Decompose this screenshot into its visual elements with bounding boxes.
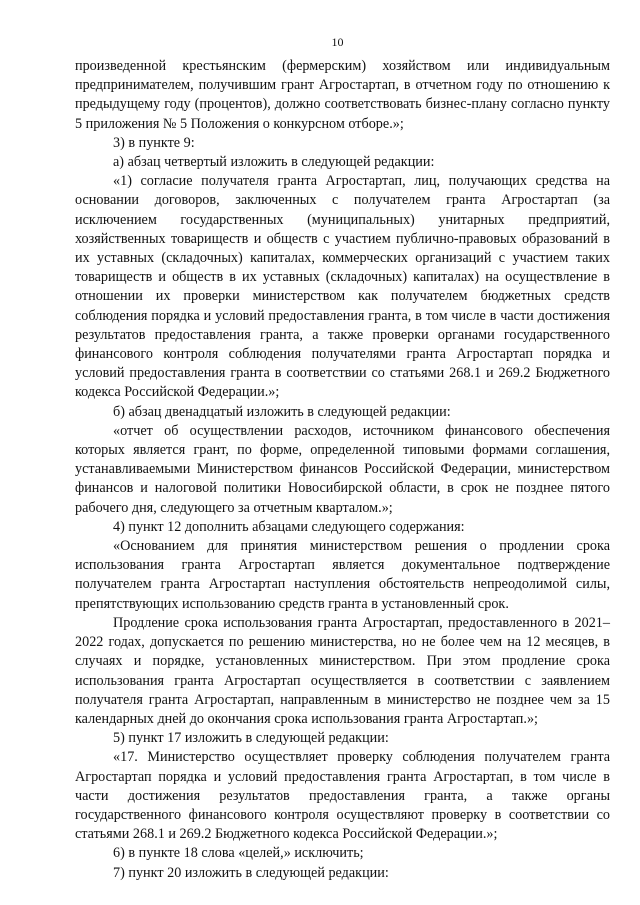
paragraph: «отчет об осуществлении расходов, источником финансового обеспечения которых является грант, по форме, определенной типовыми формами соглашения, устанавливаемыми Министерством финансов Российской Федерации, министерством финансов и налоговой политики Новосибирской области, в срок не позднее пятого рабочего дня, следующего за отчетным кварталом.»; [75,422,610,516]
document-body [75,57,610,883]
page-number: 10 [331,35,344,49]
paragraph: 6) в пункте 18 слова «целей,» исключить; [113,845,364,862]
paragraph: 7) пункт 20 изложить в следующей редакции: [113,864,389,881]
paragraph: а) абзац четвертый изложить в следующей редакции: [113,154,435,171]
paragraph: «Основанием для принятия министерством решения о продлении срока использования гранта Агростартап является документальное подтверждение получателем гранта Агростартап наступления обстоятельств непреодолимой силы, препятствующих использованию средств гранта в установленный срок. [75,538,610,612]
paragraph: Продление срока использования гранта Агростартап, предоставленного в 2021–2022 годах, допускается по решению министерства, но не более чем на 12 месяцев, в случаях и порядке, установленных министерством. При этом продление срока использования гранта Агростартап осуществляется в соответствии с заявлением получателя гранта Агростартап, направленным в министерство не позднее чем за 15 календарных дней до окончания срока использования гранта Агростартап.»; [75,614,610,727]
paragraph: б) абзац двенадцатый изложить в следующей редакции: [113,403,451,420]
paragraph: 3) в пункте 9: [113,134,195,151]
paragraph: 4) пункт 12 дополнить абзацами следующего содержания: [113,518,465,535]
paragraph: «17. Министерство осуществляет проверку соблюдения получателем гранта Агростартап порядка и условий предоставления гранта Агростартап, в том числе в части достижения результатов предоставления гранта, а также органы государственного финансового контроля осуществляют проверку в соответствии со статьями 268.1 и 269.2 Бюджетного кодекса Российской Федерации.»; [75,749,610,843]
paragraph: 5) пункт 17 изложить в следующей редакции: [113,730,389,747]
paragraph: «1) согласие получателя гранта Агростартап, лиц, получающих средства на основании договоров, заключенных с получателем гранта Агростартап (за исключением государственных (муниципальных) унитарных предприятий, хозяйственных товариществ и обществ с участием публично-правовых образований в их уставных (складочных) капиталах, коммерческих организаций с участием таких товариществ и обществ в их уставных (складочных) капиталах) на осуществление в отношении их проверки министерством как получателем бюджетных средств соблюдения порядка и условий предоставления гранта, в том числе в части достижения результатов предоставления гранта, а также проверки органами государственного финансового контроля соблюдения получателями гранта Агростартап порядка и условий предоставления гранта в соответствии со статьями 268.1 и 269.2 Бюджетного кодекса Российской Федерации.»; [75,173,610,401]
paragraph: произведенной крестьянским (фермерским) хозяйством или индивидуальным предпринимателем, получившим грант Агростартап, в отчетном году по отношению к предыдущему году (процентов), должно соответствовать бизнес-плану согласно пункту 5 приложения № 5 Положения о конкурсном отборе.»; [75,58,610,132]
